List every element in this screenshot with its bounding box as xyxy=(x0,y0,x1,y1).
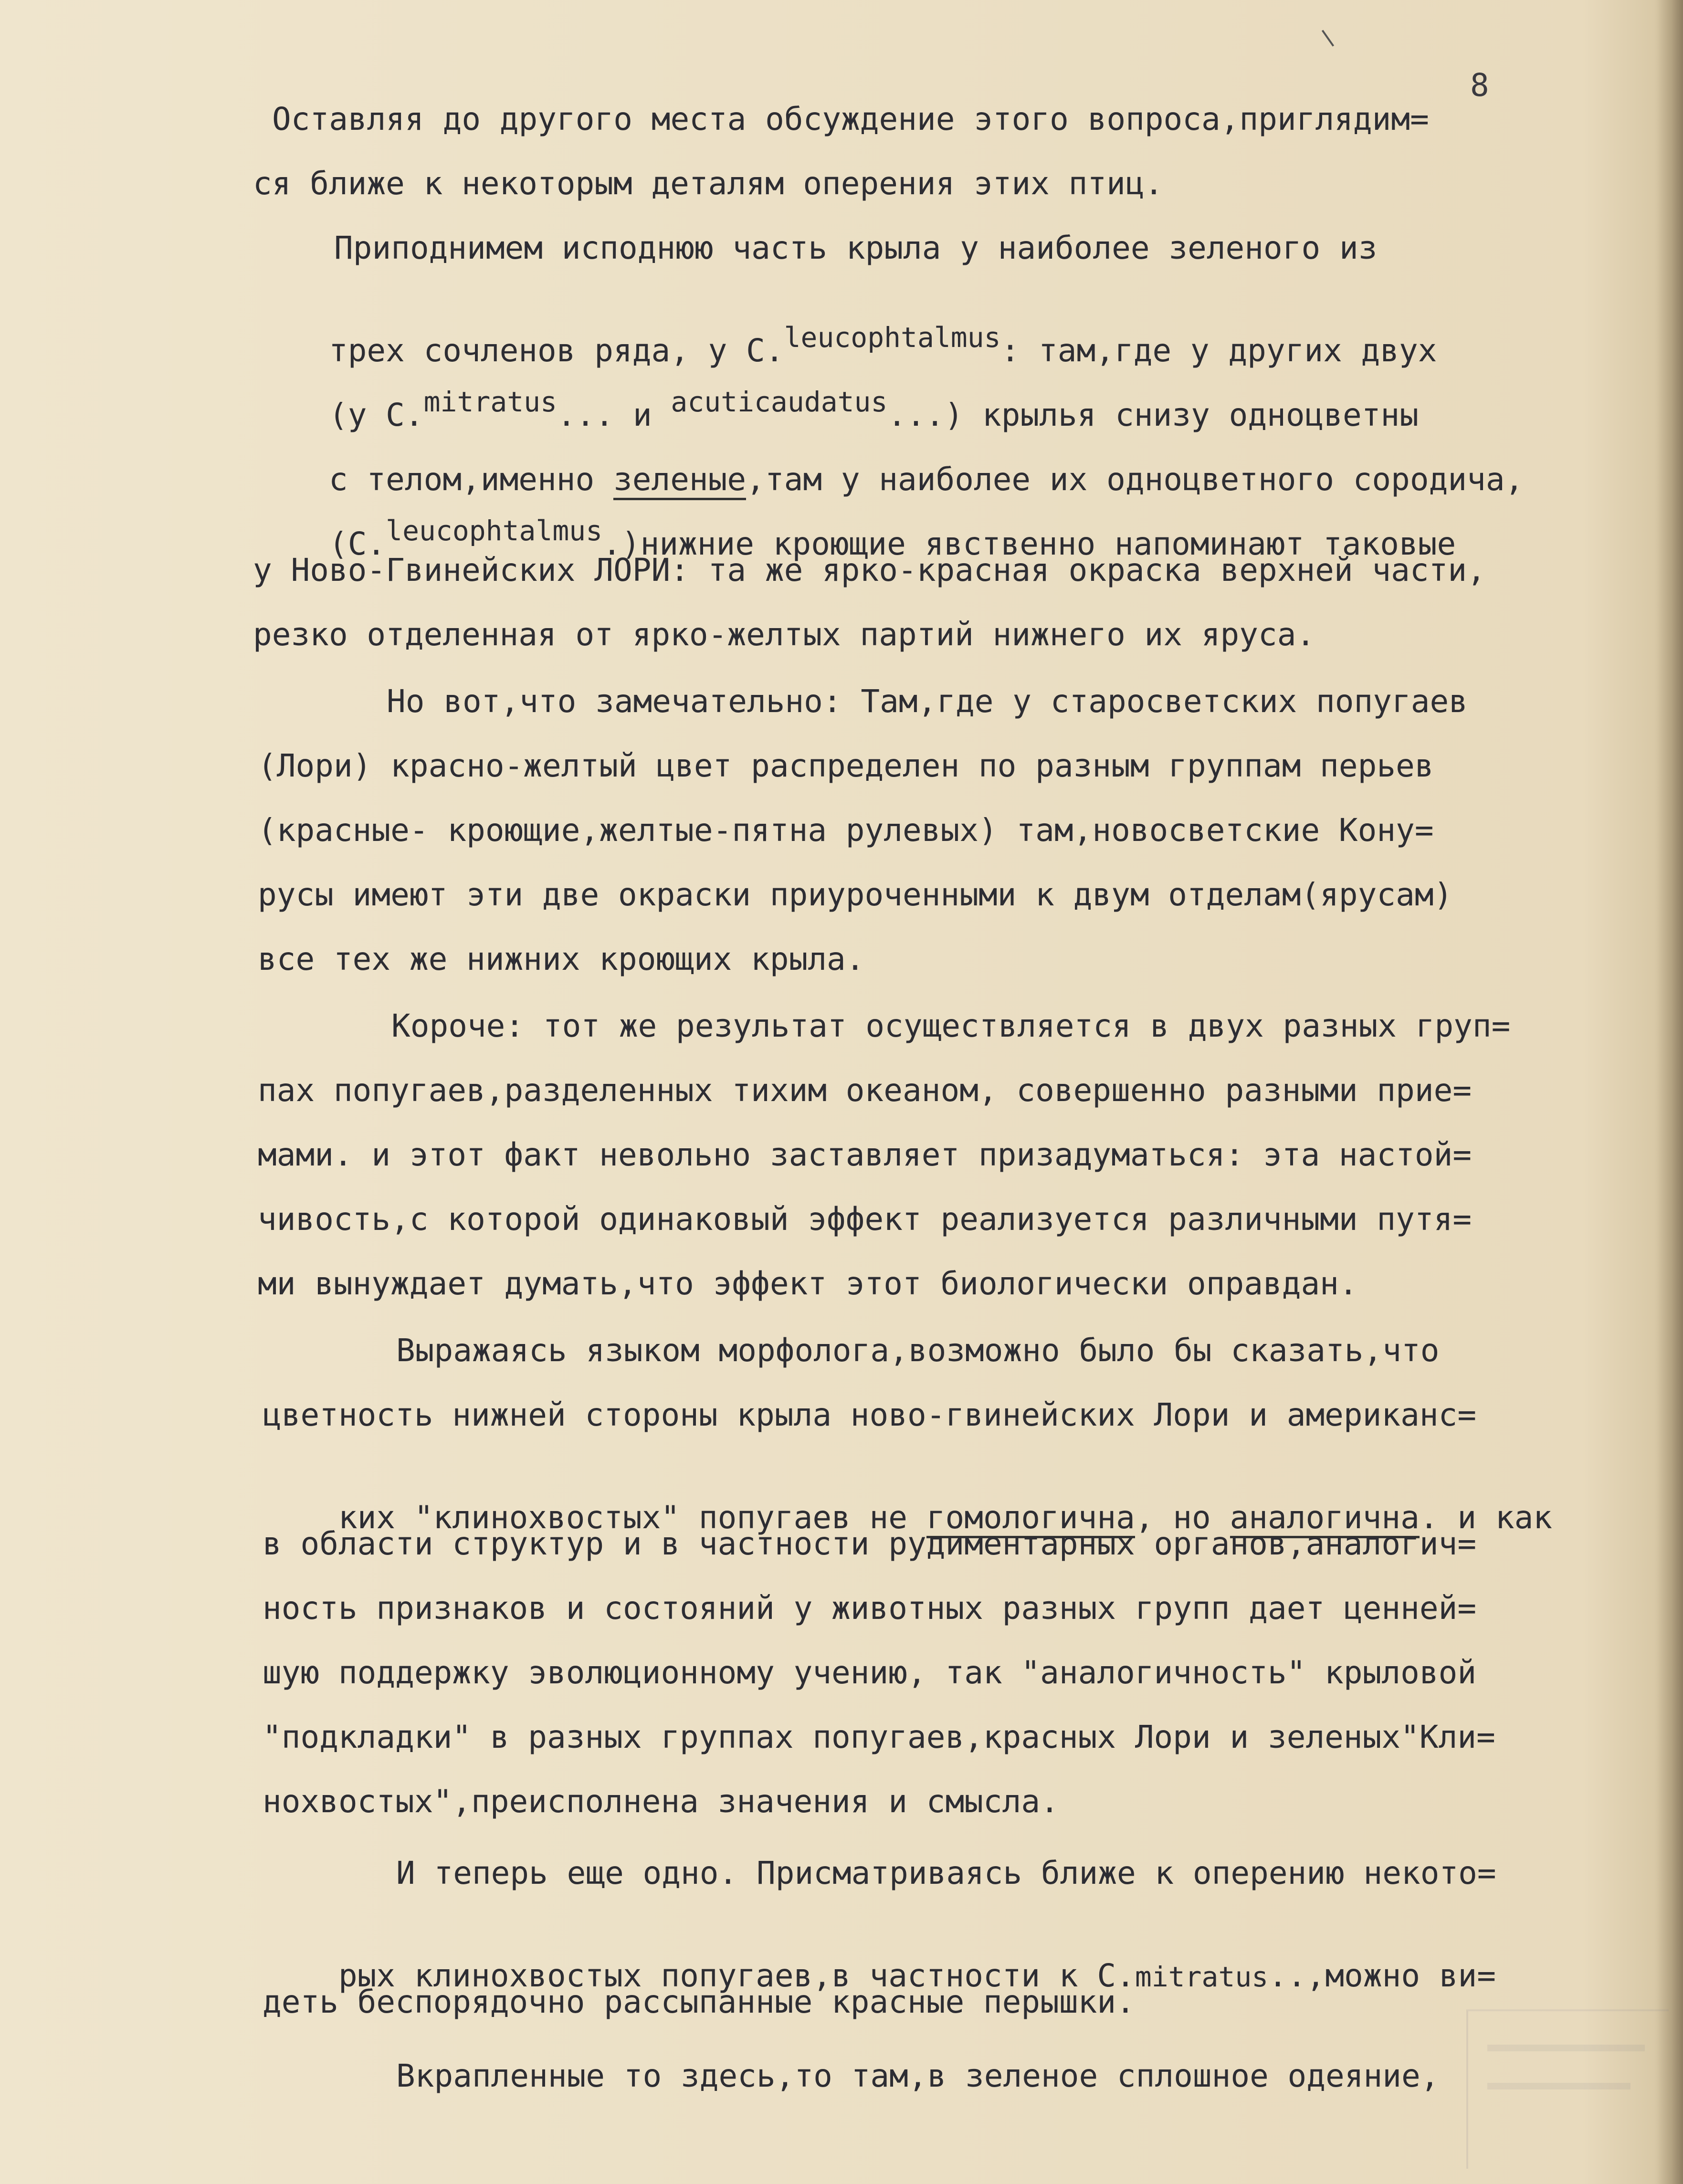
archive-stamp xyxy=(1466,2009,1669,2169)
text-line: резко отделенная от ярко-желтых партий нижнего их яруса. xyxy=(253,616,1315,653)
text-segment: , но xyxy=(1135,1499,1230,1536)
text-line: Приподнимем исподнюю часть крыла у наиболее зеленого из xyxy=(334,230,1378,266)
page-number: 8 xyxy=(1470,67,1489,104)
text-line: нохвостых",преисполнена значения и смысла. xyxy=(263,1783,1059,1820)
text-segment: (С. xyxy=(328,525,386,562)
text-line: Но вот,что замечательно: Там,где у старосветских попугаев xyxy=(387,683,1468,720)
text-line: деть беспорядочно рассыпанные красные перышки. xyxy=(263,1984,1135,2020)
text-line: ся ближе к некоторым деталям оперения этих птиц. xyxy=(253,165,1164,202)
underlined-word: аналогична xyxy=(1230,1499,1420,1538)
text-segment: .)нижние кроющие явственно напоминают таковые xyxy=(602,525,1456,562)
text-line: мами. и этот факт невольно заставляет призадуматься: эта настой= xyxy=(258,1136,1472,1173)
text-segment: (у С. xyxy=(328,397,424,433)
text-line: Выражаясь языком морфолога,возможно было бы сказать,что xyxy=(396,1332,1440,1369)
text-segment: . и как xyxy=(1419,1499,1553,1536)
text-line: (красные- кроющие,желтые-пятна рулевых) там,новосветские Кону= xyxy=(258,812,1434,849)
text-line: чивость,с которой одинаковый эффект реализуется различными путя= xyxy=(258,1201,1472,1238)
text-line: И теперь еще одно. Присматриваясь ближе к оперению некото= xyxy=(396,1855,1496,1891)
stamp-line xyxy=(1487,2083,1630,2090)
pencil-mark xyxy=(1322,30,1334,46)
text-line: у Ново-Гвинейских ЛОРИ: та же ярко-красная окраска верхней части, xyxy=(253,552,1486,588)
text-line: Оставляя до другого места обсуждение этого вопроса,приглядим= xyxy=(272,101,1429,137)
text-segment: рых клинохвостых попугаев,в частности к С. xyxy=(338,1957,1135,1994)
text-line: Короче: тот же результат осуществляется в двух разных груп= xyxy=(391,1008,1511,1044)
text-line: все тех же нижних кроющих крыла. xyxy=(258,941,865,977)
page-edge-shadow xyxy=(1654,0,1683,2184)
text-line: Вкрапленные то здесь,то там,в зеленое сплошное одеяние, xyxy=(396,2058,1440,2094)
latin-species-name: leucophtalmus xyxy=(386,514,603,547)
text-line: (Лори) красно-желтый цвет распределен по разным группам перьев xyxy=(258,747,1434,784)
text-segment: ..,можно ви= xyxy=(1268,1957,1496,1994)
text-segment: трех сочленов ряда, у С. xyxy=(328,332,784,369)
latin-species-name: mitratus xyxy=(423,386,557,418)
text-segment: ,там у наиболее их одноцветного сородича, xyxy=(746,461,1524,498)
text-line: в области структур и в частности рудиментарных органов,аналогич= xyxy=(263,1525,1477,1562)
latin-species-name: mitratus xyxy=(1135,1961,1269,1993)
text-line: ми вынуждает думать,что эффект этот биологически оправдан. xyxy=(258,1265,1358,1302)
text-line: "подкладки" в разных группах попугаев,красных Лори и зеленых"Кли= xyxy=(263,1719,1495,1755)
text-segment: ...) крылья снизу одноцветны xyxy=(887,397,1419,433)
latin-species-name: acuticaudatus xyxy=(671,386,888,418)
text-line: шую поддержку эволюционному учению, так "аналогичность" крыловой xyxy=(263,1654,1477,1691)
text-segment: ких "клинохвостых" попугаев не xyxy=(338,1499,926,1536)
underlined-word: гомологична xyxy=(926,1499,1135,1538)
latin-species-name: leucophtalmus xyxy=(784,321,1001,354)
text-line: пах попугаев,разделенных тихим океаном, совершенно разными прие= xyxy=(258,1072,1472,1109)
text-line: ность признаков и состояний у животных разных групп дает ценней= xyxy=(263,1590,1477,1627)
underlined-word: зеленые xyxy=(613,461,746,500)
text-segment: : там,где у других двух xyxy=(1000,332,1437,369)
text-segment: с телом,именно xyxy=(328,461,613,498)
stamp-line xyxy=(1487,2045,1645,2051)
text-line: цветность нижней стороны крыла ново-гвинейских Лори и американс= xyxy=(263,1396,1477,1433)
text-segment: ... и xyxy=(557,397,671,433)
text-line: русы имеют эти две окраски приуроченными к двум отделам(ярусам) xyxy=(258,876,1453,913)
